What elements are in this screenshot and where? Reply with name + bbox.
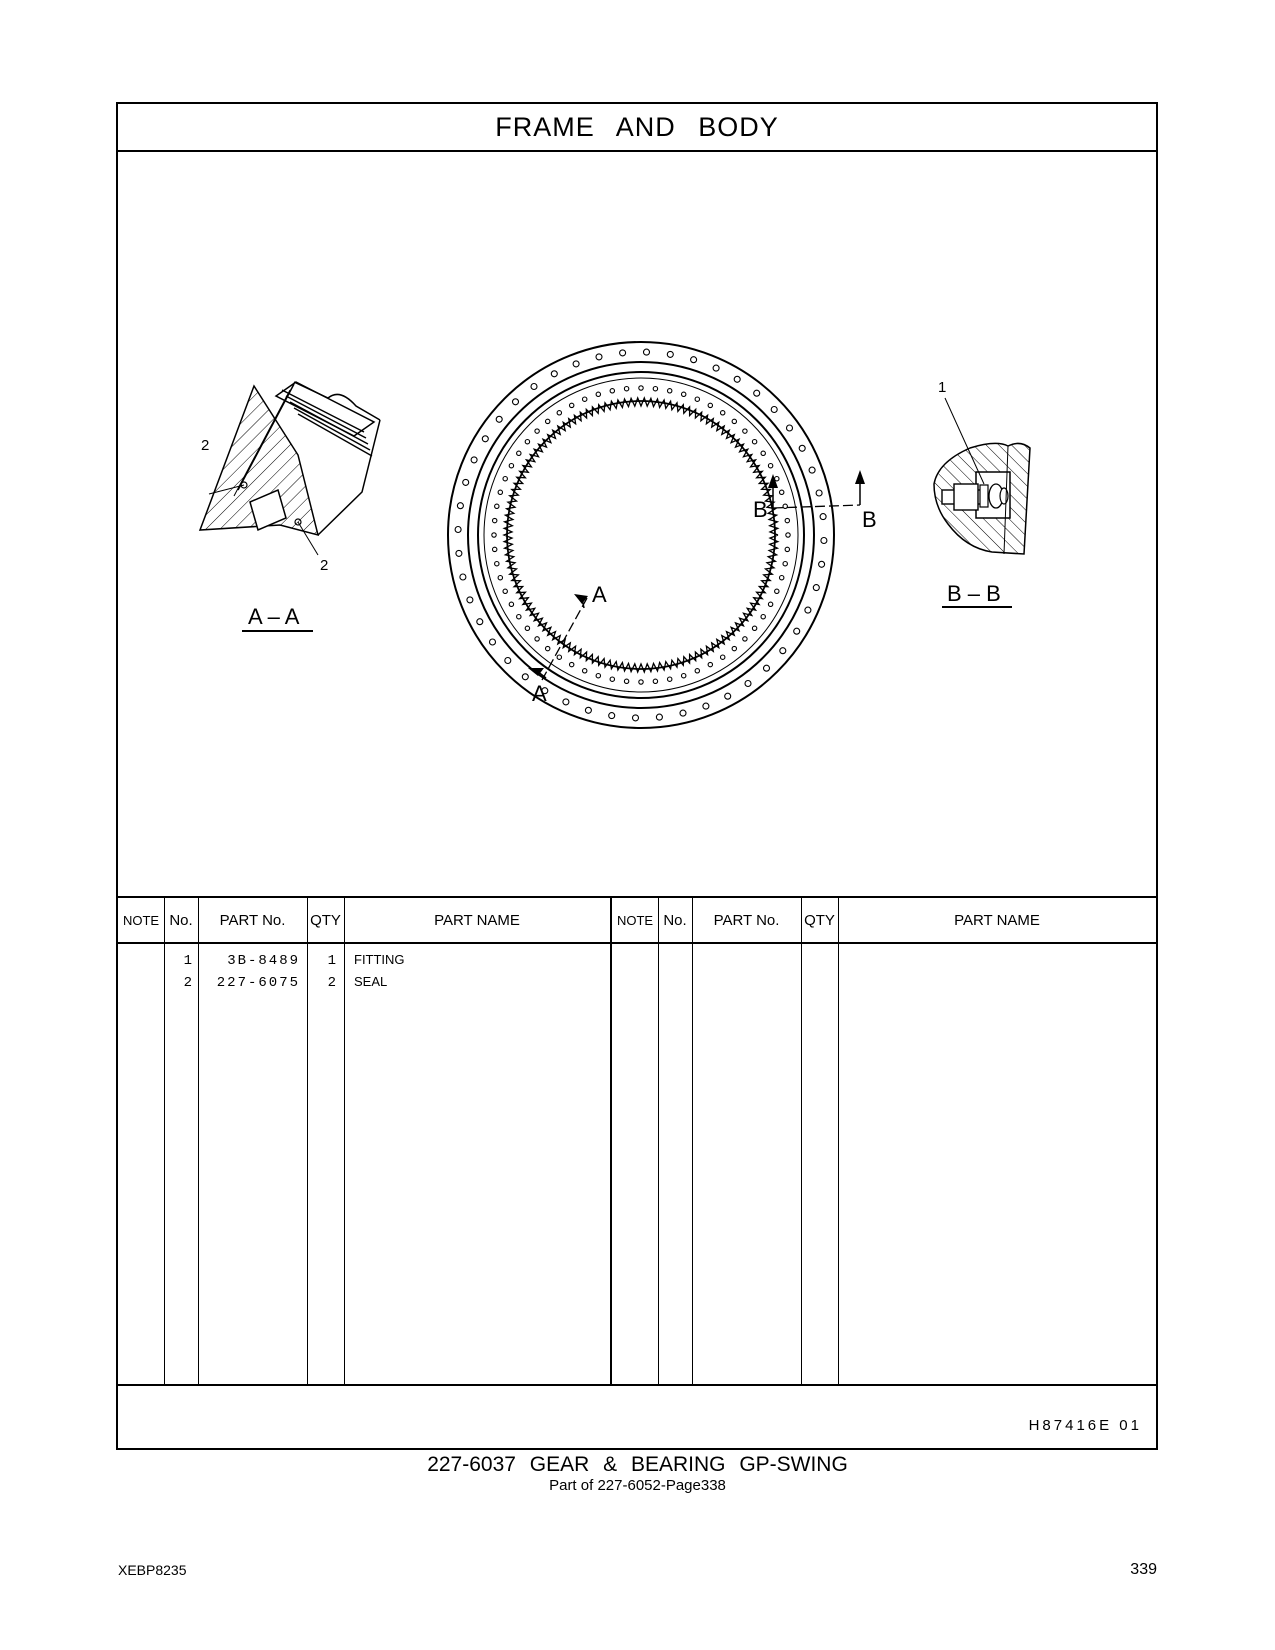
bolt-hole — [624, 679, 628, 683]
bolt-hole — [492, 533, 496, 537]
bolt-hole — [667, 351, 673, 357]
bolt-hole — [799, 445, 805, 451]
bolt-hole — [768, 464, 772, 468]
bolt-hole — [455, 527, 461, 533]
bolt-hole — [535, 429, 539, 433]
bolt-hole — [583, 669, 587, 673]
document-id: XEBP8235 — [118, 1562, 187, 1578]
inner-bolt-holes — [492, 386, 790, 684]
callout-1: 1 — [938, 379, 947, 396]
bolt-hole — [732, 419, 736, 423]
bolt-hole — [496, 416, 502, 422]
bolt-hole — [805, 607, 811, 613]
bolt-hole — [624, 387, 628, 391]
col-divider — [344, 898, 345, 1384]
row-1-qty: 1 — [327, 953, 338, 969]
bolt-hole — [456, 550, 462, 556]
parts-illustration — [118, 150, 1156, 896]
bolt-hole — [783, 504, 787, 508]
bolt-hole — [467, 597, 473, 603]
bolt-hole — [557, 411, 561, 415]
bolt-hole — [721, 411, 725, 415]
group-caption: 227-6037 GEAR & BEARING GP-SWING — [427, 1453, 848, 1476]
bolt-hole — [495, 504, 499, 508]
bolt-hole — [682, 392, 686, 396]
bolt-hole — [745, 681, 751, 687]
bolt-hole — [525, 626, 529, 630]
header-no-right: No. — [663, 911, 687, 929]
col-divider — [838, 898, 839, 1384]
bolt-hole — [754, 390, 760, 396]
bolt-hole — [583, 397, 587, 401]
bolt-hole — [787, 425, 793, 431]
bolt-hole — [505, 658, 511, 664]
bolt-hole — [495, 562, 499, 566]
bolt-hole — [498, 576, 502, 580]
col-divider — [658, 898, 659, 1384]
bolt-hole — [471, 457, 477, 463]
bolt-hole — [457, 503, 463, 509]
cut-line-b — [753, 470, 877, 532]
bolt-hole — [708, 662, 712, 666]
bolt-hole — [691, 357, 697, 363]
header-part-no-right: PART No. — [713, 911, 780, 929]
bolt-hole — [570, 403, 574, 407]
row-1-part-name: FITTING — [354, 951, 405, 967]
bolt-hole — [785, 547, 789, 551]
bolt-hole — [775, 477, 779, 481]
bolt-hole — [768, 602, 772, 606]
bolt-hole — [713, 365, 719, 371]
bolt-hole — [780, 490, 784, 494]
header-qty-left: QTY — [310, 911, 341, 929]
bolt-hole — [761, 615, 765, 619]
bolt-hole — [764, 665, 770, 671]
section-a-a-label: A – A — [248, 604, 300, 629]
row-1-no: 1 — [183, 953, 194, 969]
bolt-hole — [585, 707, 591, 713]
bolt-hole — [509, 602, 513, 606]
bolt-hole — [517, 451, 521, 455]
bolt-hole — [786, 533, 790, 537]
bolt-hole — [821, 538, 827, 544]
bolt-hole — [517, 615, 521, 619]
callout-2-top: 2 — [201, 437, 210, 454]
bolt-hole — [668, 677, 672, 681]
bolt-hole — [785, 518, 789, 522]
bolt-hole — [493, 518, 497, 522]
bolt-hole — [668, 389, 672, 393]
header-part-name-right: PART NAME — [954, 911, 1040, 929]
bolt-hole — [695, 669, 699, 673]
illustration-code: H87416E 01 — [1028, 1417, 1142, 1434]
bolt-hole — [783, 562, 787, 566]
gear-teeth — [504, 398, 778, 672]
bolt-hole — [498, 490, 502, 494]
group-subcaption: Part of 227-6052-Page338 — [549, 1477, 726, 1494]
bolt-hole — [633, 715, 639, 721]
bolt-hole — [703, 703, 709, 709]
row-2-no: 2 — [183, 975, 194, 991]
bolt-hole — [477, 619, 483, 625]
cut-b-right-label: B — [862, 507, 877, 532]
bolt-hole — [596, 354, 602, 360]
bolt-hole — [482, 436, 488, 442]
bolt-hole — [780, 648, 786, 654]
bolt-hole — [721, 655, 725, 659]
bolt-hole — [752, 440, 756, 444]
bolt-hole — [695, 397, 699, 401]
bolt-hole — [522, 674, 528, 680]
bolt-hole — [639, 680, 643, 684]
bolt-hole — [680, 710, 686, 716]
header-part-name-left: PART NAME — [434, 911, 520, 929]
header-qty-right: QTY — [804, 911, 835, 929]
bolt-hole — [490, 639, 496, 645]
section-b-b-detail — [934, 379, 1030, 607]
bolt-hole — [809, 467, 815, 473]
bolt-hole — [771, 407, 777, 413]
bolt-hole — [819, 561, 825, 567]
cut-line-a — [528, 582, 607, 706]
bolt-hole — [596, 674, 600, 678]
col-divider — [692, 898, 693, 1384]
bolt-hole — [653, 387, 657, 391]
bolt-hole — [493, 547, 497, 551]
row-2-qty: 2 — [327, 975, 338, 991]
bolt-hole — [708, 403, 712, 407]
bolt-hole — [732, 646, 736, 650]
bolt-hole — [743, 429, 747, 433]
page-number: 339 — [1130, 1561, 1157, 1578]
header-part-no-left: PART No. — [219, 911, 286, 929]
bolt-hole — [570, 662, 574, 666]
header-note-right: NOTE — [616, 912, 654, 928]
callout-2-bottom: 2 — [320, 557, 329, 574]
bolt-hole — [743, 637, 747, 641]
swing-bearing-ring — [448, 342, 834, 728]
bolt-hole — [546, 419, 550, 423]
header-no-left: No. — [169, 911, 193, 929]
row-2-part-no: 227-6075 — [216, 975, 300, 991]
bolt-hole — [525, 440, 529, 444]
bolt-hole — [794, 628, 800, 634]
drawing-canvas — [118, 150, 1156, 896]
bolt-hole — [551, 371, 557, 377]
parts-page-frame — [116, 102, 1158, 1450]
bolt-hole — [463, 479, 469, 485]
row-2-part-name: SEAL — [354, 973, 388, 989]
bolt-hole — [644, 349, 650, 355]
cut-a-top-label: A — [592, 582, 607, 607]
bolt-hole — [509, 464, 513, 468]
bolt-hole — [513, 399, 519, 405]
bolt-hole — [682, 674, 686, 678]
bolt-hole — [761, 451, 765, 455]
section-b-b-label: B – B — [947, 581, 1001, 606]
bolt-hole — [820, 514, 826, 520]
bolt-hole — [596, 392, 600, 396]
section-title: FRAME AND BODY — [118, 104, 1156, 152]
bolt-hole — [620, 350, 626, 356]
table-center-divider — [610, 898, 612, 1384]
header-note-left: NOTE — [122, 912, 160, 928]
bolt-hole — [503, 477, 507, 481]
bolt-hole — [775, 589, 779, 593]
bolt-hole — [535, 637, 539, 641]
section-a-a-detail — [200, 382, 380, 631]
col-divider — [801, 898, 802, 1384]
cut-a-bottom-label: A — [532, 681, 547, 706]
bolt-hole — [639, 386, 643, 390]
bolt-hole — [813, 585, 819, 591]
bolt-hole — [563, 699, 569, 705]
bolt-hole — [610, 389, 614, 393]
bolt-hole — [531, 384, 537, 390]
bolt-hole — [557, 655, 561, 659]
bolt-hole — [546, 646, 550, 650]
bolt-hole — [780, 576, 784, 580]
parts-list-table — [118, 896, 1156, 1386]
cut-b-left-label: B — [753, 497, 768, 522]
bolt-hole — [573, 361, 579, 367]
bolt-hole — [503, 589, 507, 593]
bolt-hole — [460, 574, 466, 580]
bolt-hole — [734, 376, 740, 382]
row-1-part-no: 3B-8489 — [227, 953, 300, 969]
bolt-hole — [725, 693, 731, 699]
bolt-hole — [610, 677, 614, 681]
bolt-hole — [656, 714, 662, 720]
bolt-hole — [609, 713, 615, 719]
bolt-hole — [653, 679, 657, 683]
bolt-hole — [816, 490, 822, 496]
bolt-hole — [752, 626, 756, 630]
